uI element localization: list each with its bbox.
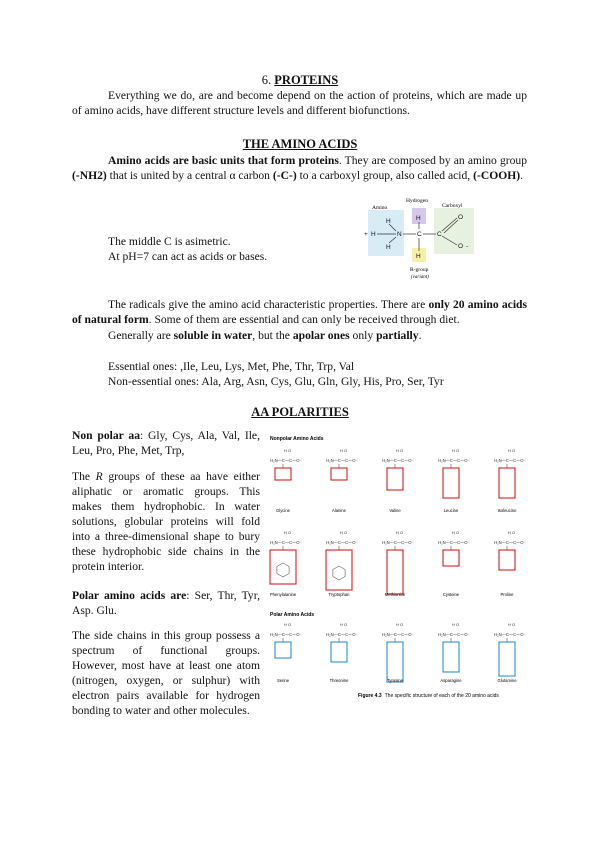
polar-label: Polar amino acids are xyxy=(72,589,187,602)
aa-structure-valine xyxy=(382,448,414,490)
svg-text:H: H xyxy=(416,253,421,260)
svg-text:H O: H O xyxy=(508,530,516,535)
svg-text:C: C xyxy=(437,231,442,238)
side-chain-box xyxy=(331,468,347,480)
carboxyl-formula: (-COOH) xyxy=(473,169,521,182)
amino-acids-figure xyxy=(268,432,558,700)
figure-caption xyxy=(358,693,499,699)
svg-text:H O: H O xyxy=(396,448,404,453)
svg-text:H: H xyxy=(371,231,376,238)
svg-text:O: O xyxy=(458,214,464,221)
amino-label: Amino xyxy=(372,205,388,211)
aa-structure-proline xyxy=(494,530,526,570)
text-run: The xyxy=(72,470,96,483)
side-chain-box xyxy=(443,550,459,566)
aa-structure-tryptophan xyxy=(326,530,358,590)
aa-structure-alanine xyxy=(326,448,358,480)
svg-text:H O: H O xyxy=(452,622,460,627)
svg-text:H O: H O xyxy=(396,622,404,627)
aa-structure-leucine xyxy=(438,448,470,498)
svg-text:H O: H O xyxy=(508,622,516,627)
text-run: . xyxy=(520,169,524,182)
svg-text:H₂N—C—C—O⁻: H₂N—C—C—O⁻ xyxy=(270,458,302,463)
side-chain-box xyxy=(387,550,403,594)
nonpolar-members: : Gly, Cys, Ala, Val, Ile, Leu, Pro, Phe, Met, Trp, xyxy=(72,429,260,457)
aa-structure-cysteine xyxy=(438,530,470,566)
asymmetric-note: The middle C is asimetric. xyxy=(108,235,231,248)
text-run: . They are composed by an amino group xyxy=(338,154,528,167)
text-run: Generally are xyxy=(108,329,174,342)
aa-label-glycine: Glycine xyxy=(276,508,290,513)
variant-label: (variant) xyxy=(411,275,429,280)
radicals-paragraph xyxy=(72,297,527,327)
side-chain-box xyxy=(443,642,459,672)
aa-label-tyrosine: Tyrosine xyxy=(387,678,403,683)
side-chain-box xyxy=(326,550,352,590)
aa-label-alanine: Alanine xyxy=(332,508,346,513)
svg-text:H₂N—C—C—O⁻: H₂N—C—C—O⁻ xyxy=(494,540,526,545)
aa-structure-tyrosine xyxy=(382,622,414,682)
rgroup-label: R-group xyxy=(410,267,429,273)
nonpolar-figure-title: Nonpolar Amino Acids xyxy=(270,436,324,442)
side-chain-box xyxy=(275,468,291,480)
svg-text:H₂N—C—C—O⁻: H₂N—C—C—O⁻ xyxy=(382,540,414,545)
text-run: to a carboxyl group, also called acid, xyxy=(296,169,474,182)
aa-label-methionine: Methionine xyxy=(384,592,406,597)
svg-text:H O: H O xyxy=(284,622,292,627)
svg-text:H₂N—C—C—O⁻: H₂N—C—C—O⁻ xyxy=(270,632,302,637)
polar-list xyxy=(72,588,260,618)
svg-text:-: - xyxy=(466,243,469,250)
polar-description: The side chains in this group possess a spectrum of functional groups. However, most have at least one atom (nitrogen, oxygen, or sulphur) with electron pairs available for hydrogen bonding to water and other molecules. xyxy=(72,629,260,717)
nonpolar-label: Non polar aa xyxy=(72,429,141,442)
svg-text:H O: H O xyxy=(452,530,460,535)
amino-acids-definition xyxy=(72,153,527,183)
partially-bold: partially xyxy=(376,329,419,342)
aa-label-leucine: Leucine xyxy=(443,508,459,513)
nonpolar-list xyxy=(72,428,260,458)
text-run: groups of these aa have either aliphatic or aromatic groups. This makes them hydrophobic. In water solutions, globular proteins will fold into a three-dimensional shape to bury these hydrophobic side chains in the protein interior. xyxy=(72,470,260,573)
svg-text:H₂N—C—C—O⁻: H₂N—C—C—O⁻ xyxy=(326,540,358,545)
svg-text:H O: H O xyxy=(452,448,460,453)
svg-text:N: N xyxy=(397,231,402,238)
carboxyl-label: Carboxyl xyxy=(442,203,463,209)
aa-label-phenylalanine: Phenylalanine xyxy=(269,592,297,597)
aa-label-serine: Serine xyxy=(276,678,290,683)
text-run: only xyxy=(349,329,377,342)
aa-structure-isoleucine xyxy=(494,448,526,498)
polar-members: : Ser, Thr, Tyr, Asp. Glu. xyxy=(72,589,260,617)
svg-text:+: + xyxy=(364,231,368,238)
svg-text:H O: H O xyxy=(340,622,348,627)
aa-label-proline: Proline xyxy=(500,592,514,597)
aa-structure-asparagine xyxy=(438,622,470,672)
aa-label-asparagine: Asparagine xyxy=(440,678,462,683)
polarities-heading: AA POLARITIES xyxy=(251,405,349,419)
side-chain-box xyxy=(275,642,291,658)
soluble-bold: soluble in water xyxy=(173,329,253,342)
title-word: PROTEINS xyxy=(274,73,339,87)
aa-structure-glutamine xyxy=(494,622,526,676)
aa-label-tryptophan: Tryptophan xyxy=(328,592,350,597)
svg-text:H O: H O xyxy=(340,530,348,535)
aa-label-threonine: Threonine xyxy=(329,678,349,683)
text-run: . xyxy=(418,329,422,342)
ph-note: At pH=7 can act as acids or bases. xyxy=(108,250,268,263)
amino-acid-structure-diagram xyxy=(362,196,484,282)
svg-text:C: C xyxy=(417,231,422,238)
hydrogen-label: Hydrogen xyxy=(406,198,428,204)
svg-text:H₂N—C—C—O⁻: H₂N—C—C—O⁻ xyxy=(326,632,358,637)
nonessential-list: Non-essential ones: Ala, Arg, Asn, Cys, Glu, Gln, Gly, His, Pro, Ser, Tyr xyxy=(108,375,444,388)
structures-group xyxy=(270,448,526,682)
svg-text:O: O xyxy=(458,243,464,250)
svg-text:H O: H O xyxy=(284,530,292,535)
svg-text:H O: H O xyxy=(508,448,516,453)
natural-aa-count: only 20 amino acids of natural form xyxy=(72,298,527,326)
text-run: that is united by a central α carbon xyxy=(106,169,273,182)
aa-label-valine: Valine xyxy=(389,508,401,513)
svg-text:H O: H O xyxy=(284,448,292,453)
nonpolar-description xyxy=(72,469,260,574)
svg-text:H₂N—C—C—O⁻: H₂N—C—C—O⁻ xyxy=(382,458,414,463)
side-chain-box xyxy=(443,468,459,498)
svg-text:H₂N—C—C—O⁻: H₂N—C—C—O⁻ xyxy=(326,458,358,463)
svg-text:H: H xyxy=(386,244,391,251)
svg-text:H₂N—C—C—O⁻: H₂N—C—C—O⁻ xyxy=(382,632,414,637)
svg-text:H₂N—C—C—O⁻: H₂N—C—C—O⁻ xyxy=(438,540,470,545)
caption-text: The specific structure of each of the 20 amino acids xyxy=(384,693,499,699)
aa-structure-phenylalanine xyxy=(270,530,302,584)
svg-text:H₂N—C—C—O⁻: H₂N—C—C—O⁻ xyxy=(270,540,302,545)
svg-text:H O: H O xyxy=(396,530,404,535)
text-run: The radicals give the amino acid characteristic properties. There are xyxy=(108,298,429,311)
aa-structure-serine xyxy=(270,622,302,658)
polar-figure-title: Polar Amino Acids xyxy=(270,612,315,618)
essential-list: Essential ones: ,Ile, Leu, Lys, Met, Phe, Thr, Trp, Val xyxy=(108,360,355,373)
intro-paragraph: Everything we do, are and become depend on the action of proteins, which are made up of amino acids, have different structure levels and different biofunctions. xyxy=(72,89,527,117)
svg-text:H₂N—C—C—O⁻: H₂N—C—C—O⁻ xyxy=(438,458,470,463)
definition-bold: Amino acids are basic units that form proteins xyxy=(108,154,339,167)
side-chain-box xyxy=(331,642,347,662)
svg-text:H: H xyxy=(386,218,391,225)
aa-structure-threonine xyxy=(326,622,358,662)
apolar-bold: apolar ones xyxy=(292,329,350,342)
aa-label-glutamine: Glutamine xyxy=(497,678,517,683)
side-chain-box xyxy=(499,642,515,676)
aa-structure-glycine xyxy=(270,448,302,480)
page-title xyxy=(0,73,600,88)
side-chain-box xyxy=(270,550,296,584)
side-chain-box xyxy=(499,550,515,570)
caption-bold: Figure 4.3 xyxy=(358,693,382,699)
side-chain-box xyxy=(387,468,403,490)
solubility-paragraph xyxy=(108,328,528,343)
text-run: . Some of them are essential and can only be received through diet. xyxy=(148,313,460,326)
text-run: , but the xyxy=(252,329,293,342)
aa-label-cysteine: Cysteine xyxy=(442,592,460,597)
title-number: 6. xyxy=(261,73,272,87)
side-chain-box xyxy=(499,468,515,498)
svg-text:H O: H O xyxy=(340,448,348,453)
amino-acids-heading: THE AMINO ACIDS xyxy=(242,137,358,151)
figure-labels xyxy=(270,508,517,683)
svg-text:H₂N—C—C—O⁻: H₂N—C—C—O⁻ xyxy=(494,458,526,463)
side-chain-box xyxy=(387,642,403,682)
aa-structure-methionine xyxy=(382,530,414,594)
r-italic: R xyxy=(95,470,103,483)
svg-text:H: H xyxy=(416,215,421,222)
amino-group-formula: (-NH2) xyxy=(72,169,107,182)
svg-text:H₂N—C—C—O⁻: H₂N—C—C—O⁻ xyxy=(438,632,470,637)
alpha-carbon-formula: (-C-) xyxy=(272,169,297,182)
aa-label-isoleucine: Isoleucine xyxy=(497,508,517,513)
svg-text:H₂N—C—C—O⁻: H₂N—C—C—O⁻ xyxy=(494,632,526,637)
